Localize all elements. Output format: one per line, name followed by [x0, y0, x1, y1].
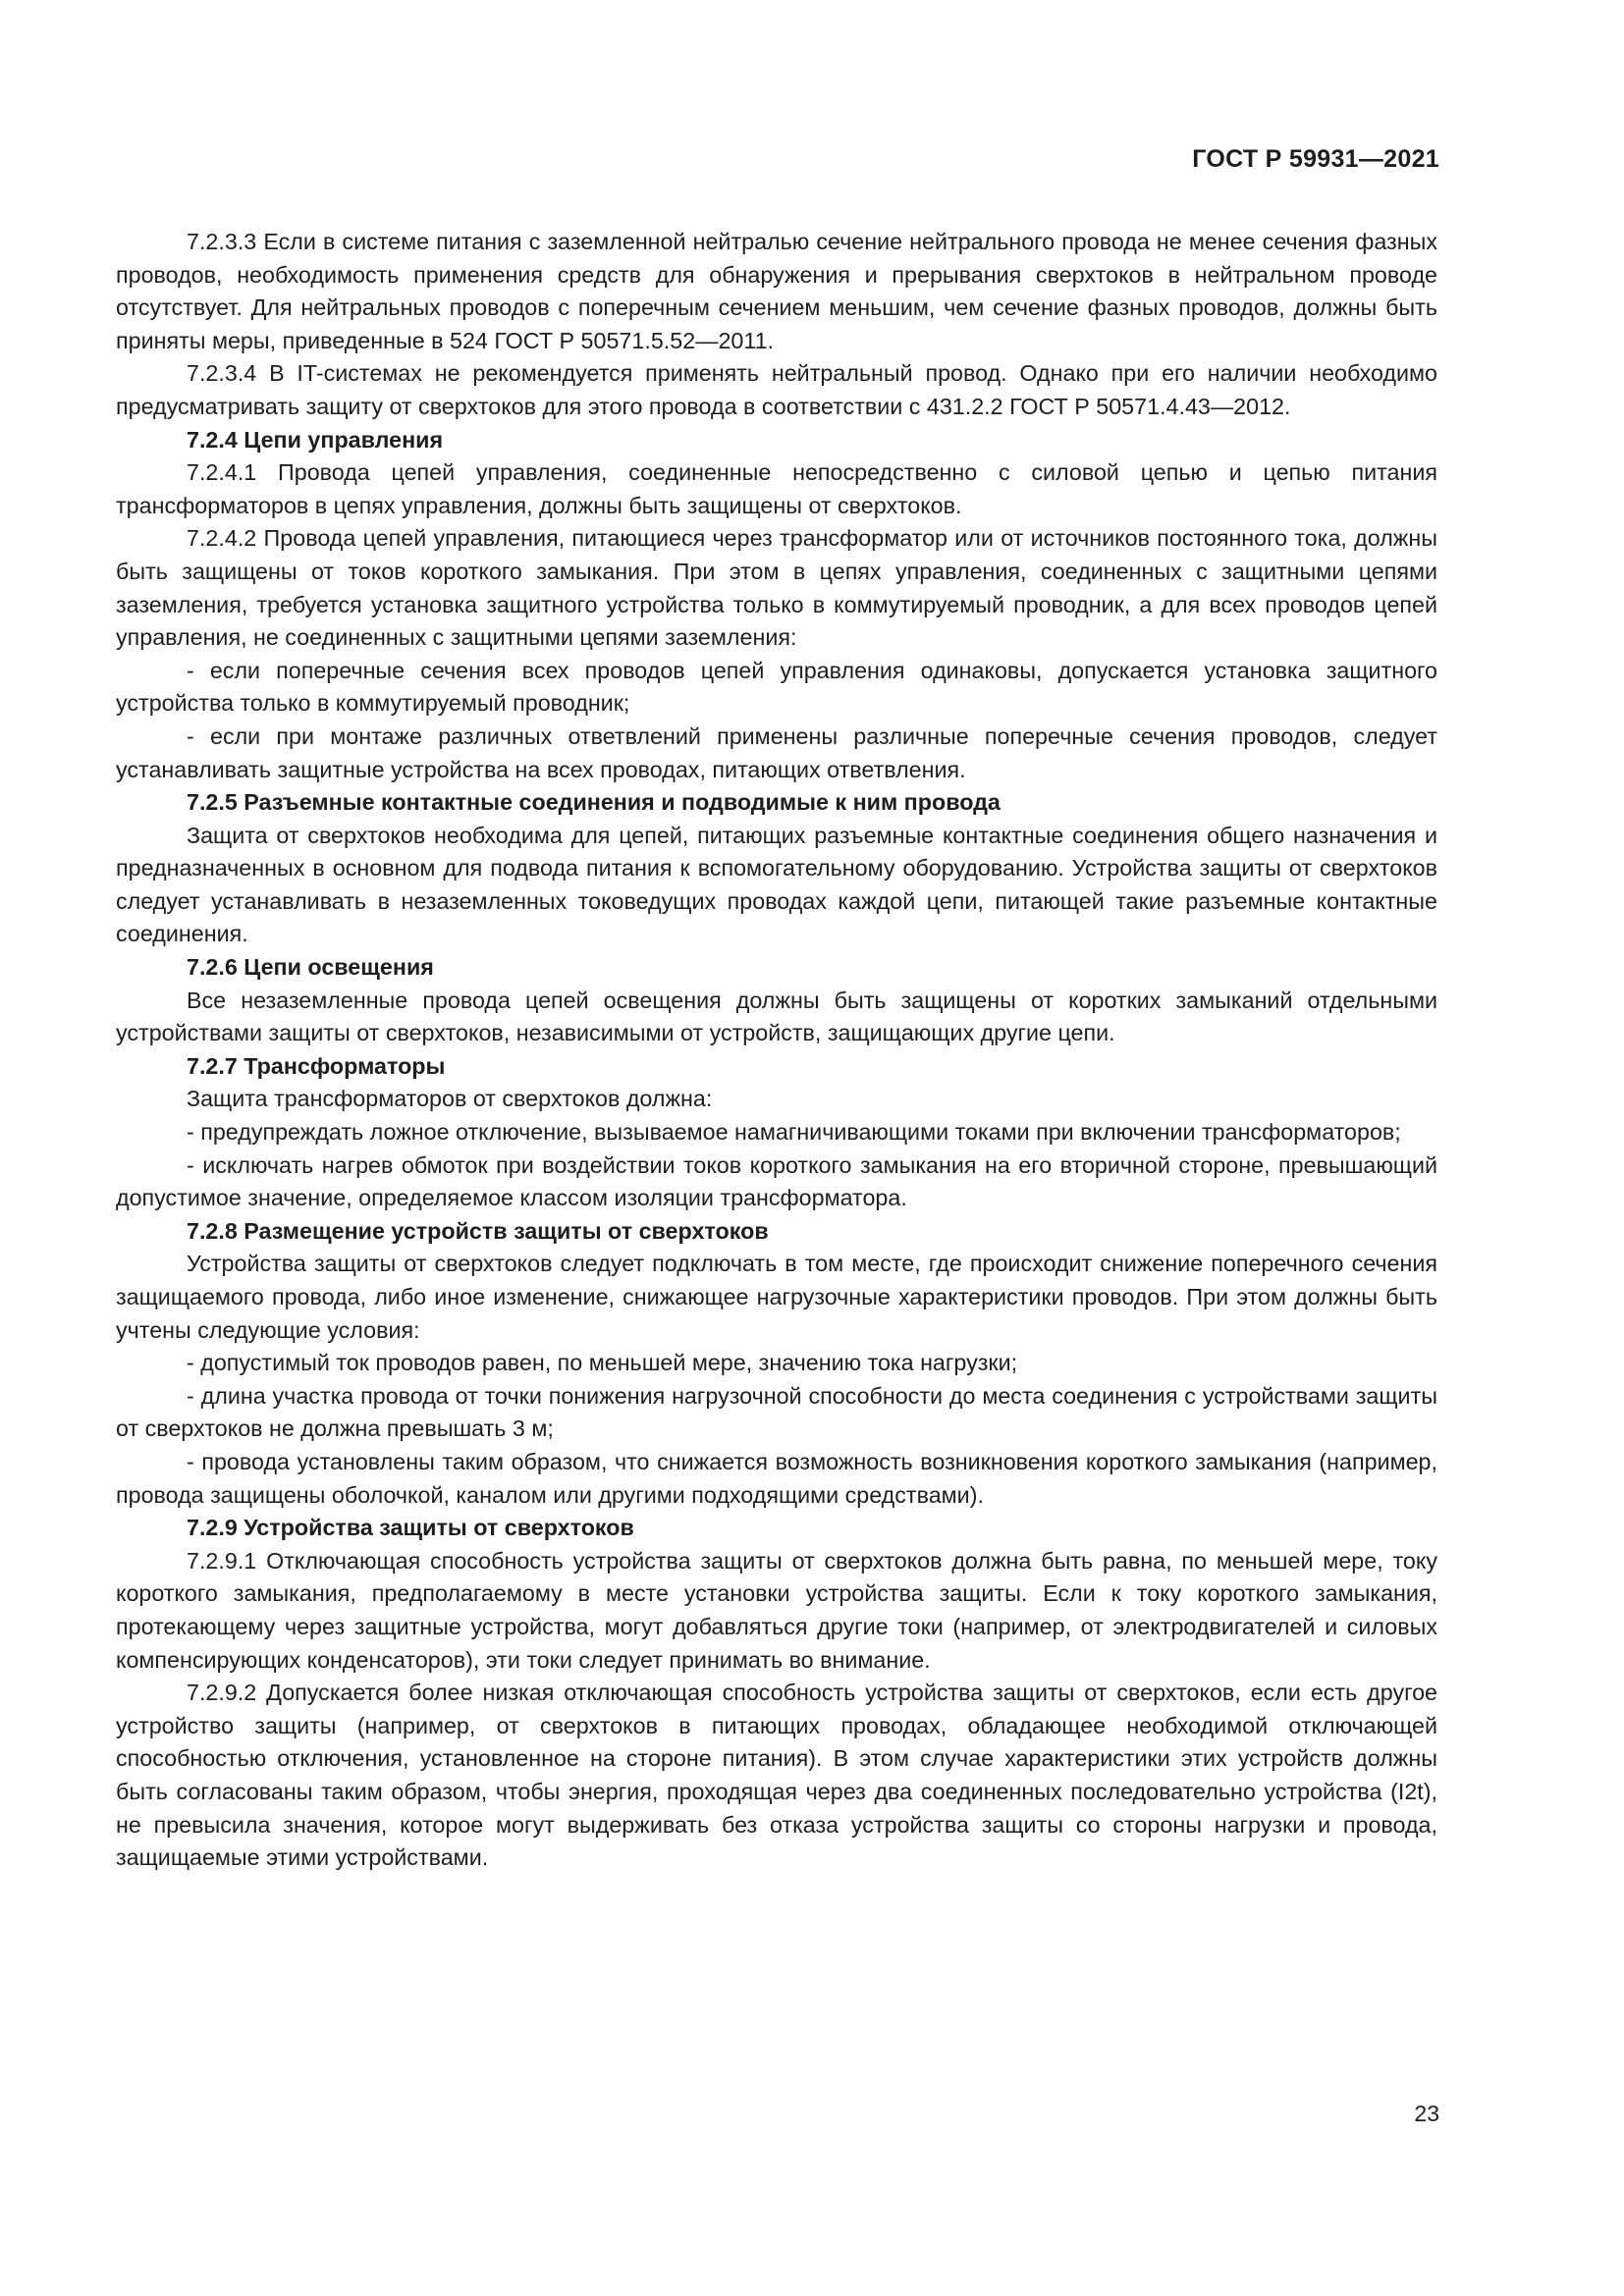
- clause-7-2-3-3: 7.2.3.3 Если в системе питания с заземленной нейтралью сечение нейтрального провода не менее сечения фазных проводов, необходимость применения средств для обнаружения и прерывания сверхтоков в нейтральном проводе отсутствует. Для нейтральных проводов с поперечным сечением меньшим, чем сечение фазных проводов, должны быть приняты меры, приведенные в 524 ГОСТ Р 50571.5.52—2011.: [116, 229, 1437, 353]
- clause-7-2-4-2: 7.2.4.2 Провода цепей управления, питающиеся через трансформатор или от источников постоянного тока, должны быть защищены от токов короткого замыкания. При этом в цепях управления, соединенных с защитными цепями заземления, требуется установка защитного устройства только в коммутируемый проводник, а для всех проводов цепей управления, не соединенных с защитными цепями заземления:: [116, 525, 1437, 651]
- heading-7-2-5: 7.2.5 Разъемные контактные соединения и подводимые к ним провода: [187, 789, 1001, 816]
- clause-7-2-9-2: 7.2.9.2 Допускается более низкая отключающая способность устройства защиты от сверхтоков, если есть другое устройство защиты (например, от сверхтоков в питающих проводах, обладающее необходимой отключающей способностью отключения, установленное на стороне питания). В этом случае характеристики этих устройств должны быть согласованы таким образом, чтобы энергия, проходящая через два соединенных последовательно устройства (I2t), не превысила значения, которое могут выдерживать без отказа устройства защиты со стороны нагрузки и провода, защищаемые этими устройствами.: [116, 1680, 1437, 1871]
- list-item: - длина участка провода от точки понижения нагрузочной способности до места соединения с устройствами защиты от сверхтоков не должна превышать 3 м;: [116, 1382, 1437, 1442]
- list-item: - провода установлены таким образом, что снижается возможность возникновения короткого замыкания (например, провода защищены оболочкой, каналом или другими подходящими средствами).: [116, 1448, 1437, 1508]
- page-number: 23: [1414, 2101, 1439, 2126]
- list-item: - исключать нагрев обмоток при воздействии токов короткого замыкания на его вторичной стороне, превышающий допустимое значение, определяемое классом изоляции трансформатора.: [116, 1151, 1437, 1211]
- clause-7-2-5-text: Защита от сверхтоков необходима для цепей, питающих разъемные контактные соединения общего назначения и предназначенных в основном для подвода питания к вспомогательному оборудованию. Устройства защиты от сверхтоков следует устанавливать в незаземленных токоведущих проводах каждой цепи, питающей такие разъемные контактные соединения.: [116, 822, 1437, 947]
- page-body: [116, 226, 1437, 1875]
- document-header: ГОСТ Р 59931—2021: [1192, 145, 1439, 173]
- clause-7-2-3-4: 7.2.3.4 В IT-системах не рекомендуется применять нейтральный провод. Однако при его наличии необходимо предусматривать защиту от сверхтоков для этого провода в соответствии с 431.2.2 ГОСТ Р 50571.4.43—2012.: [116, 360, 1437, 419]
- heading-7-2-9: 7.2.9 Устройства защиты от сверхтоков: [187, 1515, 634, 1541]
- heading-7-2-6: 7.2.6 Цепи освещения: [187, 954, 434, 981]
- heading-7-2-7: 7.2.7 Трансформаторы: [187, 1052, 446, 1079]
- clause-7-2-8-text: Устройства защиты от сверхтоков следует подключать в том месте, где происходит снижение поперечного сечения защищаемого провода, либо иное изменение, снижающее нагрузочные характеристики проводов. При этом должны быть учтены следующие условия:: [116, 1251, 1437, 1343]
- list-item: - допустимый ток проводов равен, по меньшей мере, значению тока нагрузки;: [187, 1350, 1018, 1376]
- list-item: - предупреждать ложное отключение, вызываемое намагничивающими токами при включении трансформаторов;: [187, 1119, 1401, 1146]
- clause-7-2-9-1: 7.2.9.1 Отключающая способность устройства защиты от сверхтоков должна быть равна, по меньшей мере, току короткого замыкания, предполагаемому в месте установки устройства защиты. Если к току короткого замыкания, протекающему через защитные устройства, могут добавляться другие токи (например, от электродвигателей и силовых компенсирующих конденсаторов), эти токи следует принимать во внимание.: [116, 1547, 1437, 1673]
- clause-7-2-6-text: Все незаземленные провода цепей освещения должны быть защищены от коротких замыканий отдельными устройствами защиты от сверхтоков, независимыми от устройств, защищающих другие цепи.: [116, 987, 1437, 1046]
- list-item: - если поперечные сечения всех проводов цепей управления одинаковы, допускается установка защитного устройства только в коммутируемый проводник;: [116, 657, 1437, 717]
- clause-7-2-4-1: 7.2.4.1 Провода цепей управления, соединенные непосредственно с силовой цепью и цепью питания трансформаторов в цепях управления, должны быть защищены от сверхтоков.: [116, 459, 1437, 518]
- clause-7-2-7-text: Защита трансформаторов от сверхтоков должна:: [187, 1086, 713, 1112]
- heading-7-2-8: 7.2.8 Размещение устройств защиты от сверхтоков: [187, 1217, 769, 1244]
- heading-7-2-4: 7.2.4 Цепи управления: [187, 426, 444, 453]
- list-item: - если при монтаже различных ответвлений применены различные поперечные сечения проводов, следует устанавливать защитные устройства на всех проводах, питающих ответвления.: [116, 722, 1437, 782]
